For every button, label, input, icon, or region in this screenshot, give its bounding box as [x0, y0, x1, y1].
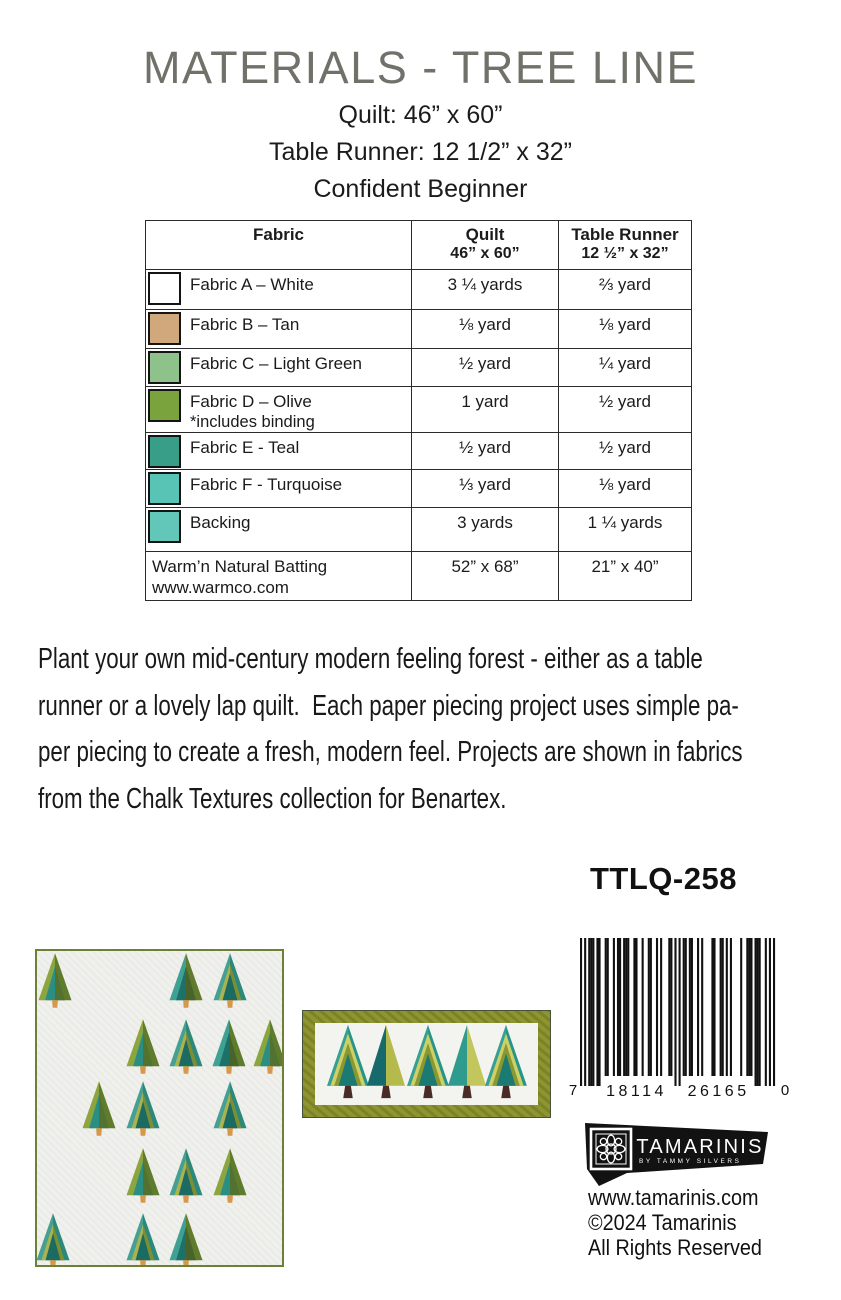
- table-runner-interior: [315, 1023, 538, 1105]
- header-runner-label: Table Runner: [571, 225, 679, 244]
- runner-tree-block: [446, 1025, 488, 1101]
- quilt-yardage: ½ yard: [412, 349, 559, 387]
- fabric-swatch: [148, 472, 181, 505]
- footer-copyright: ©2024 Tamarinis: [588, 1210, 737, 1235]
- quilt-tree-block: [83, 1081, 116, 1136]
- quilt-size-subtitle: Quilt: 46” x 60”: [338, 101, 503, 129]
- quilt-tree-block: [170, 1213, 203, 1267]
- batting-website: www.warmco.com: [152, 578, 289, 597]
- barcode-group-2: 26165: [687, 1083, 750, 1098]
- table-row: [146, 387, 692, 433]
- runner-yardage: ½ yard: [559, 433, 692, 470]
- table-row: [146, 470, 692, 508]
- quilt-tree-block: [126, 1148, 159, 1203]
- quilt-yardage: ½ yard: [412, 433, 559, 470]
- description-line: runner or a lovely lap quilt. Each paper piecing project uses simple pa-: [38, 689, 739, 722]
- quilt-yardage: 3 yards: [412, 508, 559, 552]
- quilt-yardage: ⅛ yard: [412, 310, 559, 349]
- quilt-tree-block: [170, 1148, 203, 1203]
- materials-table: [145, 220, 692, 601]
- runner-yardage: ⅛ yard: [559, 310, 692, 349]
- quilt-tree-block: [214, 953, 247, 1008]
- quilt-block-icon: [591, 1129, 631, 1169]
- quilt-yardage: 3 ¼ yards: [412, 270, 559, 310]
- header-quilt-size: 46” x 60”: [450, 245, 520, 262]
- quilt-yardage: 1 yard: [412, 387, 559, 433]
- fabric-swatch: [148, 389, 181, 422]
- fabric-swatch: [148, 351, 181, 384]
- runner-tree-block: [365, 1025, 407, 1101]
- table-row: [146, 508, 692, 552]
- header-quilt: [412, 221, 559, 270]
- table-runner-photo: [302, 1010, 551, 1118]
- quilt-tree-block: [253, 1019, 284, 1074]
- quilt-tree-block: [214, 1148, 247, 1203]
- upc-barcode: [566, 938, 798, 1103]
- barcode-digit-right: 0: [780, 1082, 790, 1098]
- header-runner-size: 12 ½” x 32”: [581, 245, 669, 262]
- header-fabric-label: Fabric: [252, 225, 305, 244]
- quilt-tree-block: [213, 1019, 246, 1074]
- quilt-photo: [35, 949, 284, 1267]
- barcode-group-1: 18114: [606, 1083, 667, 1098]
- batting-quilt-size: 52” x 68”: [412, 552, 559, 601]
- fabric-name: Fabric D – Olive: [190, 392, 312, 411]
- runner-tree-block: [485, 1025, 527, 1101]
- runner-yardage: ½ yard: [559, 387, 692, 433]
- header-fabric: [146, 221, 412, 270]
- fabric-name: Backing: [190, 513, 251, 532]
- runner-yardage: ⅔ yard: [559, 270, 692, 310]
- description-line: Plant your own mid-century modern feeling forest - either as a table: [38, 643, 703, 675]
- fabric-swatch: [148, 312, 181, 345]
- quilt-tree-block: [126, 1081, 159, 1136]
- table-row: [146, 270, 692, 310]
- footer-rights: All Rights Reserved: [588, 1235, 762, 1260]
- fabric-name: Fabric C – Light Green: [190, 354, 362, 373]
- quilt-tree-block: [38, 953, 71, 1008]
- batting-name: Warm’n Natural Batting: [152, 557, 328, 576]
- batting-row: [146, 552, 692, 601]
- brand-name: TAMARINIS: [636, 1136, 764, 1158]
- quilt-tree-block: [170, 1019, 203, 1074]
- fabric-name: Fabric B – Tan: [190, 315, 300, 334]
- quilt-tree-block: [126, 1213, 159, 1267]
- runner-tree-block: [327, 1025, 369, 1101]
- skill-level: Confident Beginner: [313, 175, 528, 203]
- description-line: per piecing to create a fresh, modern feel. Projects are shown in fabrics: [38, 736, 743, 768]
- quilt-tree-block: [126, 1019, 159, 1074]
- quilt-tree-block: [37, 1213, 70, 1267]
- runner-yardage: ⅛ yard: [559, 470, 692, 508]
- product-code: TTLQ-258: [590, 861, 737, 896]
- quilt-tree-block: [214, 1081, 247, 1136]
- page-title: MATERIALS - TREE LINE: [143, 42, 698, 93]
- runner-tree-block: [407, 1025, 449, 1101]
- quilt-tree-block: [170, 953, 203, 1008]
- table-runner-size-subtitle: Table Runner: 12 1/2” x 32”: [269, 138, 572, 166]
- barcode-bars: [566, 938, 798, 1098]
- runner-yardage: ¼ yard: [559, 349, 692, 387]
- header-quilt-label: Quilt: [465, 225, 505, 244]
- brand-tagline: BY TAMMY SILVERS: [639, 1158, 742, 1165]
- description-paragraph: [38, 636, 813, 822]
- header-table-runner: [559, 221, 692, 270]
- footer-block: [588, 1185, 762, 1260]
- fabric-name: Fabric A – White: [190, 275, 314, 294]
- barcode-digit-left: 7: [568, 1082, 578, 1098]
- quilt-yardage: ⅓ yard: [412, 470, 559, 508]
- fabric-swatch: [148, 272, 181, 305]
- table-row: [146, 433, 692, 470]
- fabric-swatch: [148, 435, 181, 468]
- description-line: from the Chalk Textures collection for Benartex.: [38, 782, 507, 815]
- footer-website: www.tamarinis.com: [588, 1185, 759, 1210]
- fabric-swatch: [148, 510, 181, 543]
- fabric-note: *includes binding: [190, 413, 315, 431]
- table-row: [146, 349, 692, 387]
- fabric-name: Fabric E - Teal: [190, 438, 300, 457]
- fabric-name: Fabric F - Turquoise: [190, 475, 343, 494]
- runner-yardage: 1 ¼ yards: [559, 508, 692, 552]
- batting-runner-size: 21” x 40”: [559, 552, 692, 601]
- table-row: [146, 310, 692, 349]
